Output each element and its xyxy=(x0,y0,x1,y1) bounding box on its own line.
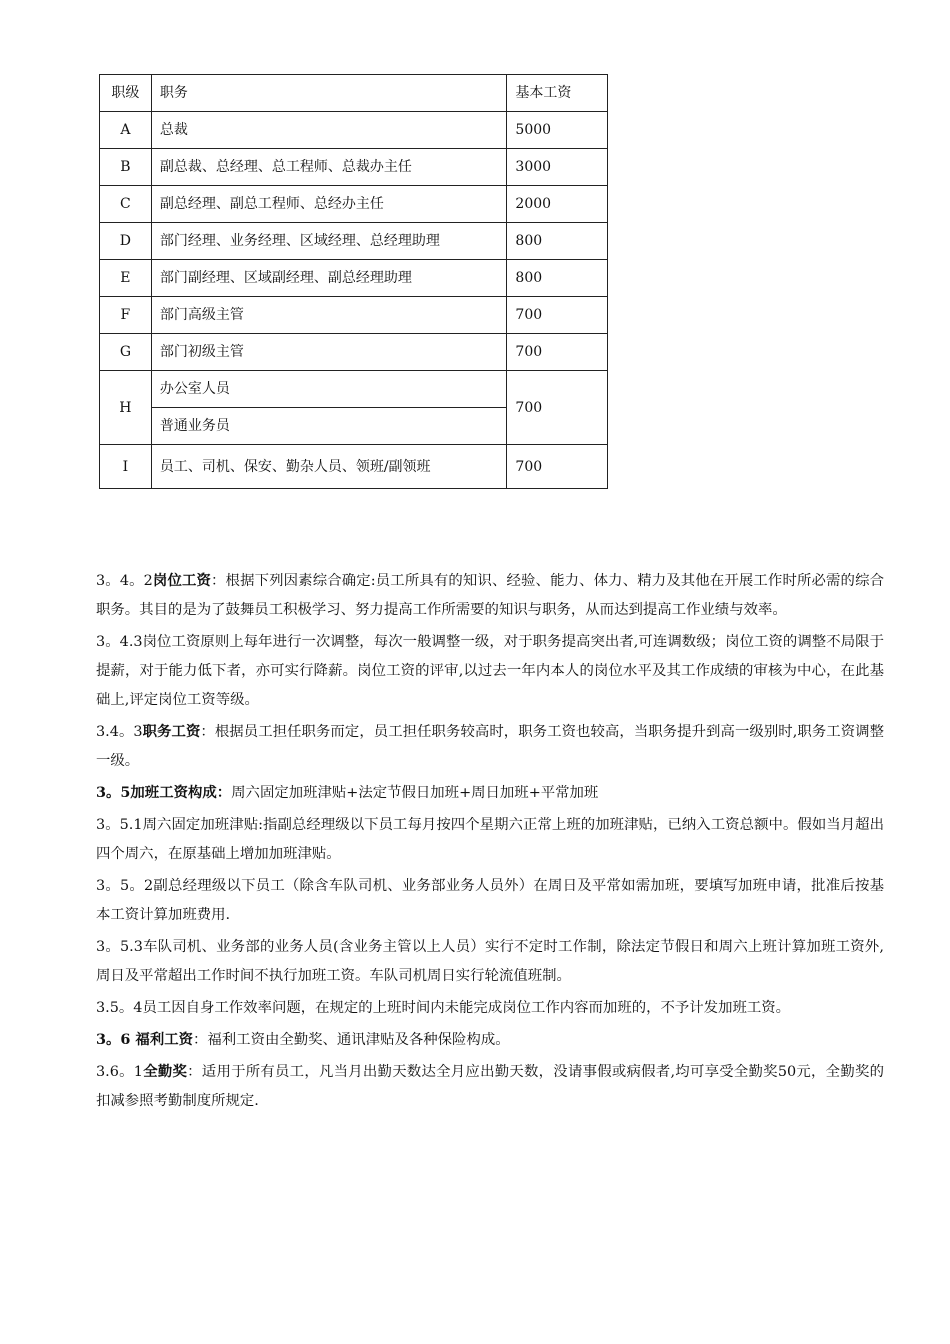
paragraph-text: 岗位工资原则上每年进行一次调整，每次一般调整一级，对于职务提高突出者,可连调数级；岗位工资的调整不局限于提薪，对于能力低下者，亦可实行降薪。岗位工资的评审,以过去一年内本人的岗位水平及其工作成绩的审核为中心，在此基础上,评定岗位工资等级。 xyxy=(96,634,884,708)
position-cell: 总裁 xyxy=(151,112,507,149)
position-cell: 部门副经理、区域副经理、副总经理助理 xyxy=(151,260,507,297)
salary-cell: 3000 xyxy=(507,149,608,186)
grade-cell: E xyxy=(100,260,152,297)
paragraph-text: 车队司机、业务部的业务人员(含业务主管以上人员）实行不定时工作制，除法定节假日和周六上班计算加班工资外,周日及平常超出工作时间不执行加班工资。车队司机周日实行轮流值班制。 xyxy=(96,939,884,984)
paragraph xyxy=(96,1025,884,1055)
table-row xyxy=(100,445,608,489)
table-row xyxy=(100,334,608,371)
position-cell: 部门经理、业务经理、区域经理、总经理助理 xyxy=(151,223,507,260)
salary-cell: 5000 xyxy=(507,112,608,149)
paragraph xyxy=(96,717,884,776)
section-number: 3。5.3 xyxy=(96,939,143,955)
grade-cell: B xyxy=(100,149,152,186)
table-row xyxy=(100,371,608,408)
salary-cell: 700 xyxy=(507,297,608,334)
grade-cell: F xyxy=(100,297,152,334)
paragraph xyxy=(96,993,884,1023)
section-number: 3。4。2 xyxy=(96,573,153,589)
paragraph xyxy=(96,566,884,625)
position-cell: 副总经理、副总工程师、总经办主任 xyxy=(151,186,507,223)
grade-cell: A xyxy=(100,112,152,149)
grade-cell: I xyxy=(100,445,152,489)
salary-cell: 800 xyxy=(507,223,608,260)
header-grade: 职级 xyxy=(100,75,152,112)
table-row xyxy=(100,223,608,260)
section-number: 3。4.3 xyxy=(96,634,143,650)
paragraph-text: 周六固定加班津贴+法定节假日加班+周日加班+平常加班 xyxy=(231,785,599,801)
salary-cell: 800 xyxy=(507,260,608,297)
section-number: 3。5.1 xyxy=(96,817,143,833)
section-heading: 全勤奖 xyxy=(142,1063,188,1080)
paragraph-text: ：福利工资由全勤奖、通讯津贴及各种保险构成。 xyxy=(193,1032,510,1048)
section-heading: 职务工资 xyxy=(142,723,201,740)
salary-grade-table xyxy=(99,74,608,489)
header-salary: 基本工资 xyxy=(507,75,608,112)
grade-cell: C xyxy=(100,186,152,223)
paragraph xyxy=(96,1057,884,1116)
section-heading: 3。5加班工资构成： xyxy=(96,784,232,801)
header-position: 职务 xyxy=(151,75,507,112)
position-cell: 普通业务员 xyxy=(151,408,507,445)
paragraph-text: ：根据员工担任职务而定，员工担任职务较高时，职务工资也较高，当职务提升到高一级别时,职务工资调整一级。 xyxy=(96,724,884,769)
position-cell: 部门高级主管 xyxy=(151,297,507,334)
position-cell: 办公室人员 xyxy=(151,371,507,408)
table-row xyxy=(100,149,608,186)
paragraph xyxy=(96,810,884,869)
table-row xyxy=(100,297,608,334)
salary-cell: 700 xyxy=(507,371,608,445)
section-number: 3.4。3 xyxy=(96,724,143,740)
table-header-row xyxy=(100,75,608,112)
paragraph xyxy=(96,932,884,991)
position-cell: 员工、司机、保安、勤杂人员、领班/副领班 xyxy=(151,445,507,489)
body-text xyxy=(96,566,884,1118)
section-heading: 岗位工资 xyxy=(152,572,212,589)
paragraph xyxy=(96,778,884,808)
grade-cell: G xyxy=(100,334,152,371)
paragraph-text: 员工因自身工作效率问题，在规定的上班时间内未能完成岗位工作内容而加班的，不予计发加班工资。 xyxy=(142,1000,791,1016)
paragraph-text: 副总经理级以下员工（除含车队司机、业务部业务人员外）在周日及平常如需加班，要填写加班申请，批准后按基本工资计算加班费用. xyxy=(96,878,884,923)
salary-cell: 700 xyxy=(507,334,608,371)
paragraph-text: ：适用于所有员工，凡当月出勤天数达全月应出勤天数，没请事假或病假者,均可享受全勤奖50元，全勤奖的扣减参照考勤制度所规定. xyxy=(96,1064,884,1109)
table-row xyxy=(100,112,608,149)
table-row xyxy=(100,260,608,297)
position-cell: 部门初级主管 xyxy=(151,334,507,371)
paragraph-text: ：根据下列因素综合确定:员工所具有的知识、经验、能力、体力、精力及其他在开展工作时所必需的综合职务。其目的是为了鼓舞员工积极学习、努力提高工作所需要的知识与职务，从而达到提高工作业绩与效率。 xyxy=(96,573,884,618)
paragraph xyxy=(96,627,884,715)
paragraph xyxy=(96,871,884,930)
table-row xyxy=(100,186,608,223)
section-number: 3.5。4 xyxy=(96,1000,143,1016)
salary-cell: 2000 xyxy=(507,186,608,223)
salary-cell: 700 xyxy=(507,445,608,489)
position-cell: 副总裁、总经理、总工程师、总裁办主任 xyxy=(151,149,507,186)
grade-cell: D xyxy=(100,223,152,260)
paragraph-text: 周六固定加班津贴:指副总经理级以下员工每月按四个星期六正常上班的加班津贴，已纳入工资总额中。假如当月超出四个周六，在原基础上增加加班津贴。 xyxy=(96,817,884,862)
section-number: 3.6。1 xyxy=(96,1064,143,1080)
grade-cell: H xyxy=(100,371,152,445)
section-number: 3。5。2 xyxy=(96,878,154,894)
section-heading: 3。6 福利工资 xyxy=(96,1031,193,1048)
